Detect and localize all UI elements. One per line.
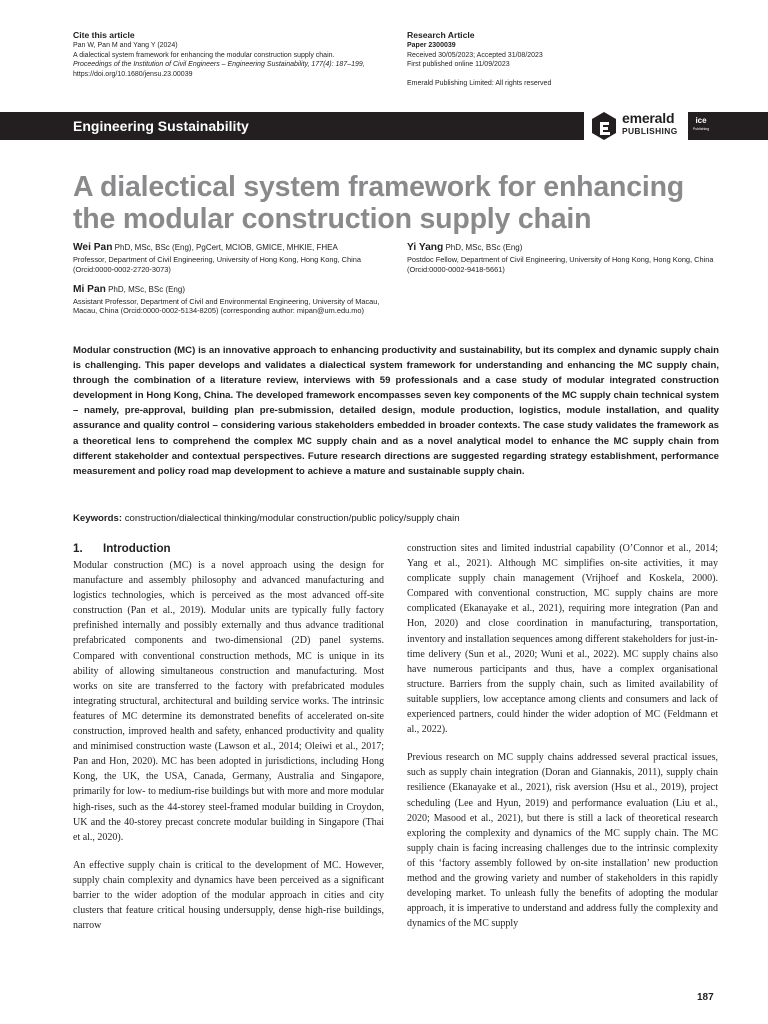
author-affiliation: Assistant Professor, Department of Civil and Environmental Engineering, University of Macau, Macau, China (Orcid:0000-0002-5134-8205) (corresponding author: mipan@um.edu.mo) — [73, 296, 380, 316]
keywords-label: Keywords: — [73, 513, 123, 524]
body-paragraph: Previous research on MC supply chains addressed several practical issues, such as supply chain integration (Doran and Giannakis, 2011), supply chain resilience (Ekanayake et al., 2021), risk aversion (Hsu et al., 2019), project scheduling (Lee and Hyun, 2019) and performance evaluation (Liu et al., 2020; Masood et al., 2021), but there is still a lack of theoretical research exploring the complexity and dynamics of the MC supply chain. The MC supply chain is facing increasing challenges due to the intrinsic complexity of this ‘factory assembly followed by on-site installation’ new production method and the growing variety and number of stakeholders in this rapidly developing market. To unleash fully the benefits of adopting the modular approach, it is imperative to understand and address fully the complexity and dynamics of the MC supply — [407, 752, 718, 930]
ice-logo — [690, 112, 712, 140]
body-column-right — [407, 541, 718, 931]
author-block — [73, 237, 391, 275]
citation-title: A dialectical system framework for enhancing the modular construction supply chain. — [73, 51, 335, 59]
section-number: 1. — [73, 542, 83, 555]
author-qualifications: PhD, MSc, BSc (Eng), PgCert, MCIOB, GMICE, MHKIE, FHEA — [112, 243, 338, 252]
author-affiliation: Postdoc Fellow, Department of Civil Engineering, University of Hong Kong, Hong Kong, China (Orcid:0000-0002-9418-5661) — [407, 255, 714, 274]
keywords — [73, 512, 719, 525]
emerald-logo-icon — [590, 110, 618, 142]
page-number: 187 — [697, 992, 714, 1003]
citation-journal: Proceedings of the Institution of Civil Engineers – Engineering Sustainability, 177(4): 187–199, — [73, 61, 365, 69]
logo-subtitle: PUBLISHING — [622, 126, 678, 136]
authors-left — [73, 237, 391, 320]
author-qualifications: PhD, MSc, BSc (Eng) — [105, 284, 185, 294]
citation-doi-link[interactable]: https://doi.org/10.1680/jensu.23.00039 — [73, 70, 193, 78]
author-block — [73, 279, 391, 317]
authors-right — [407, 237, 727, 279]
body-column-left — [73, 541, 384, 933]
body-paragraph: construction sites and limited industrial capability (O’Connor et al., 2014; Yang et al., 2021). Although MC simplifies on-site activities, it may complicate supply chain management (Vrijhoef and Koskela, 2000). Compared with conventional construction, MC supply chains are more complicated (Ekanayake et al., 2021), requiring more integration (Pan and Hon, 2020) and close coordination in manufacturing, transportation, inventory and installation sequences among different stakeholders for just-in-time delivery (Sun et al., 2020; Wuni et al., 2022). MC supply chains also have numerous participants and thus, have a complex organisational structure. Barriers from the supply chain, such as limited availability of suitable suppliers, low acceptance among clients and consumers and lack of experienced partners, could hinder the wider adoption of MC (Feldmann et al., 2022). — [407, 543, 718, 736]
citation-block — [73, 30, 393, 79]
article-meta — [407, 30, 707, 88]
body-paragraph: An effective supply chain is critical to the development of MC. However, supply chain complexity and dynamics have been perceived as a significant barrier to the wider adoption of the modular approach in cities and city clusters that feature critical housing undersupply, dense high-rise buildings, narrow — [73, 859, 384, 932]
body-paragraph: Modular construction (MC) is a novel approach using the design for manufacture and assembly philosophy and advanced manufacturing and logistics technologies, which is perceived as the most advanced off-site construction (Pan et al., 2019). Modular units are typically fully factory prefinished internally and possibly externally and thus advance traditional prefabricated components and two-dimensional (2D) panel systems. Compared with conventional construction methods, MC is unique in its ability of allowing simultaneous construction and manufacturing. Most works on site are transferred to the factory with prefabricated modules integrating structural, architectural and building service works. The intrinsic features of MC determine its demonstrated benefits of accelerated on-site construction, improved health and safety, enhanced productivity and quality and minimised construction waste (Lawson et al., 2014; Oleiwi et al., 2017; Pan and Hon, 2020). MC has been adopted in jurisdictions, including Hong Kong, the UK, the USA, Canada, Germany, Australia and Singapore, primarily for low- to medium-rise buildings but with more and more modular high-rises, such as the 44-storey steel-framed modular building in Croydon, UK and the 40-storey precast concrete modular building in Singapore (Thai et al., 2020). — [73, 560, 384, 843]
author-block — [407, 237, 727, 275]
ice-logo-subtext: Publishing — [692, 127, 710, 131]
ice-logo-text: ice — [695, 116, 707, 125]
citation-authors: Pan W, Pan M and Yang Y (2024) — [73, 42, 178, 49]
author-qualifications: PhD, MSc, BSc (Eng) — [443, 243, 523, 252]
journal-name: Engineering Sustainability — [73, 118, 249, 134]
article-title: A dialectical system framework for enhancing the modular construction supply chain — [73, 171, 685, 235]
citation-heading: Cite this article — [73, 30, 135, 40]
section-title: Introduction — [103, 542, 171, 555]
section-heading — [73, 541, 384, 557]
received-accepted-dates: Received 30/05/2023; Accepted 31/08/2023 — [407, 51, 543, 59]
logo-wordmark: emerald — [622, 110, 675, 126]
author-name: Yi Yang — [407, 242, 444, 253]
paper-id: Paper 2300039 — [407, 42, 456, 49]
rights-statement: Emerald Publishing Limited: All rights reserved — [407, 79, 552, 87]
article-type: Research Article — [407, 30, 475, 40]
author-name: Mi Pan — [73, 283, 106, 295]
author-name: Wei Pan — [73, 242, 113, 253]
abstract: Modular construction (MC) is an innovative approach to enhancing productivity and sustainability, but its complex and dynamic supply chain is challenging. This paper develops and validates a dialectical system framework for understanding and enhancing the MC supply chain, through the combination of a literature review, interviews with 59 professionals and a case study of modular integrated construction development in Hong Kong, China. The developed framework encompasses seven key components of the MC supply chain technical system – namely, pre-approval, building plan pre-submission, detailed design, module production, logistics, module installation, and quality assurance and quality control – considering various stakeholders embedded in broader contexts. The case study validates the framework as a theoretical lens to comprehend the complex MC supply chain and as a novel analytical model to enhance the MC supply chain from different stakeholder and contextual perspectives. Future research directions are suggested regarding strategy establishment, performance measurement and policy road map development to achieve a mature and sustainable supply chain. — [73, 345, 719, 477]
keywords-list: construction/dialectical thinking/modular construction/public policy/supply chain — [122, 513, 460, 524]
author-affiliation: Professor, Department of Civil Engineering, University of Hong Kong, Hong Kong, China (Orcid:0000-0002-2720-3073) — [73, 255, 361, 274]
published-date: First published online 11/09/2023 — [407, 61, 510, 69]
